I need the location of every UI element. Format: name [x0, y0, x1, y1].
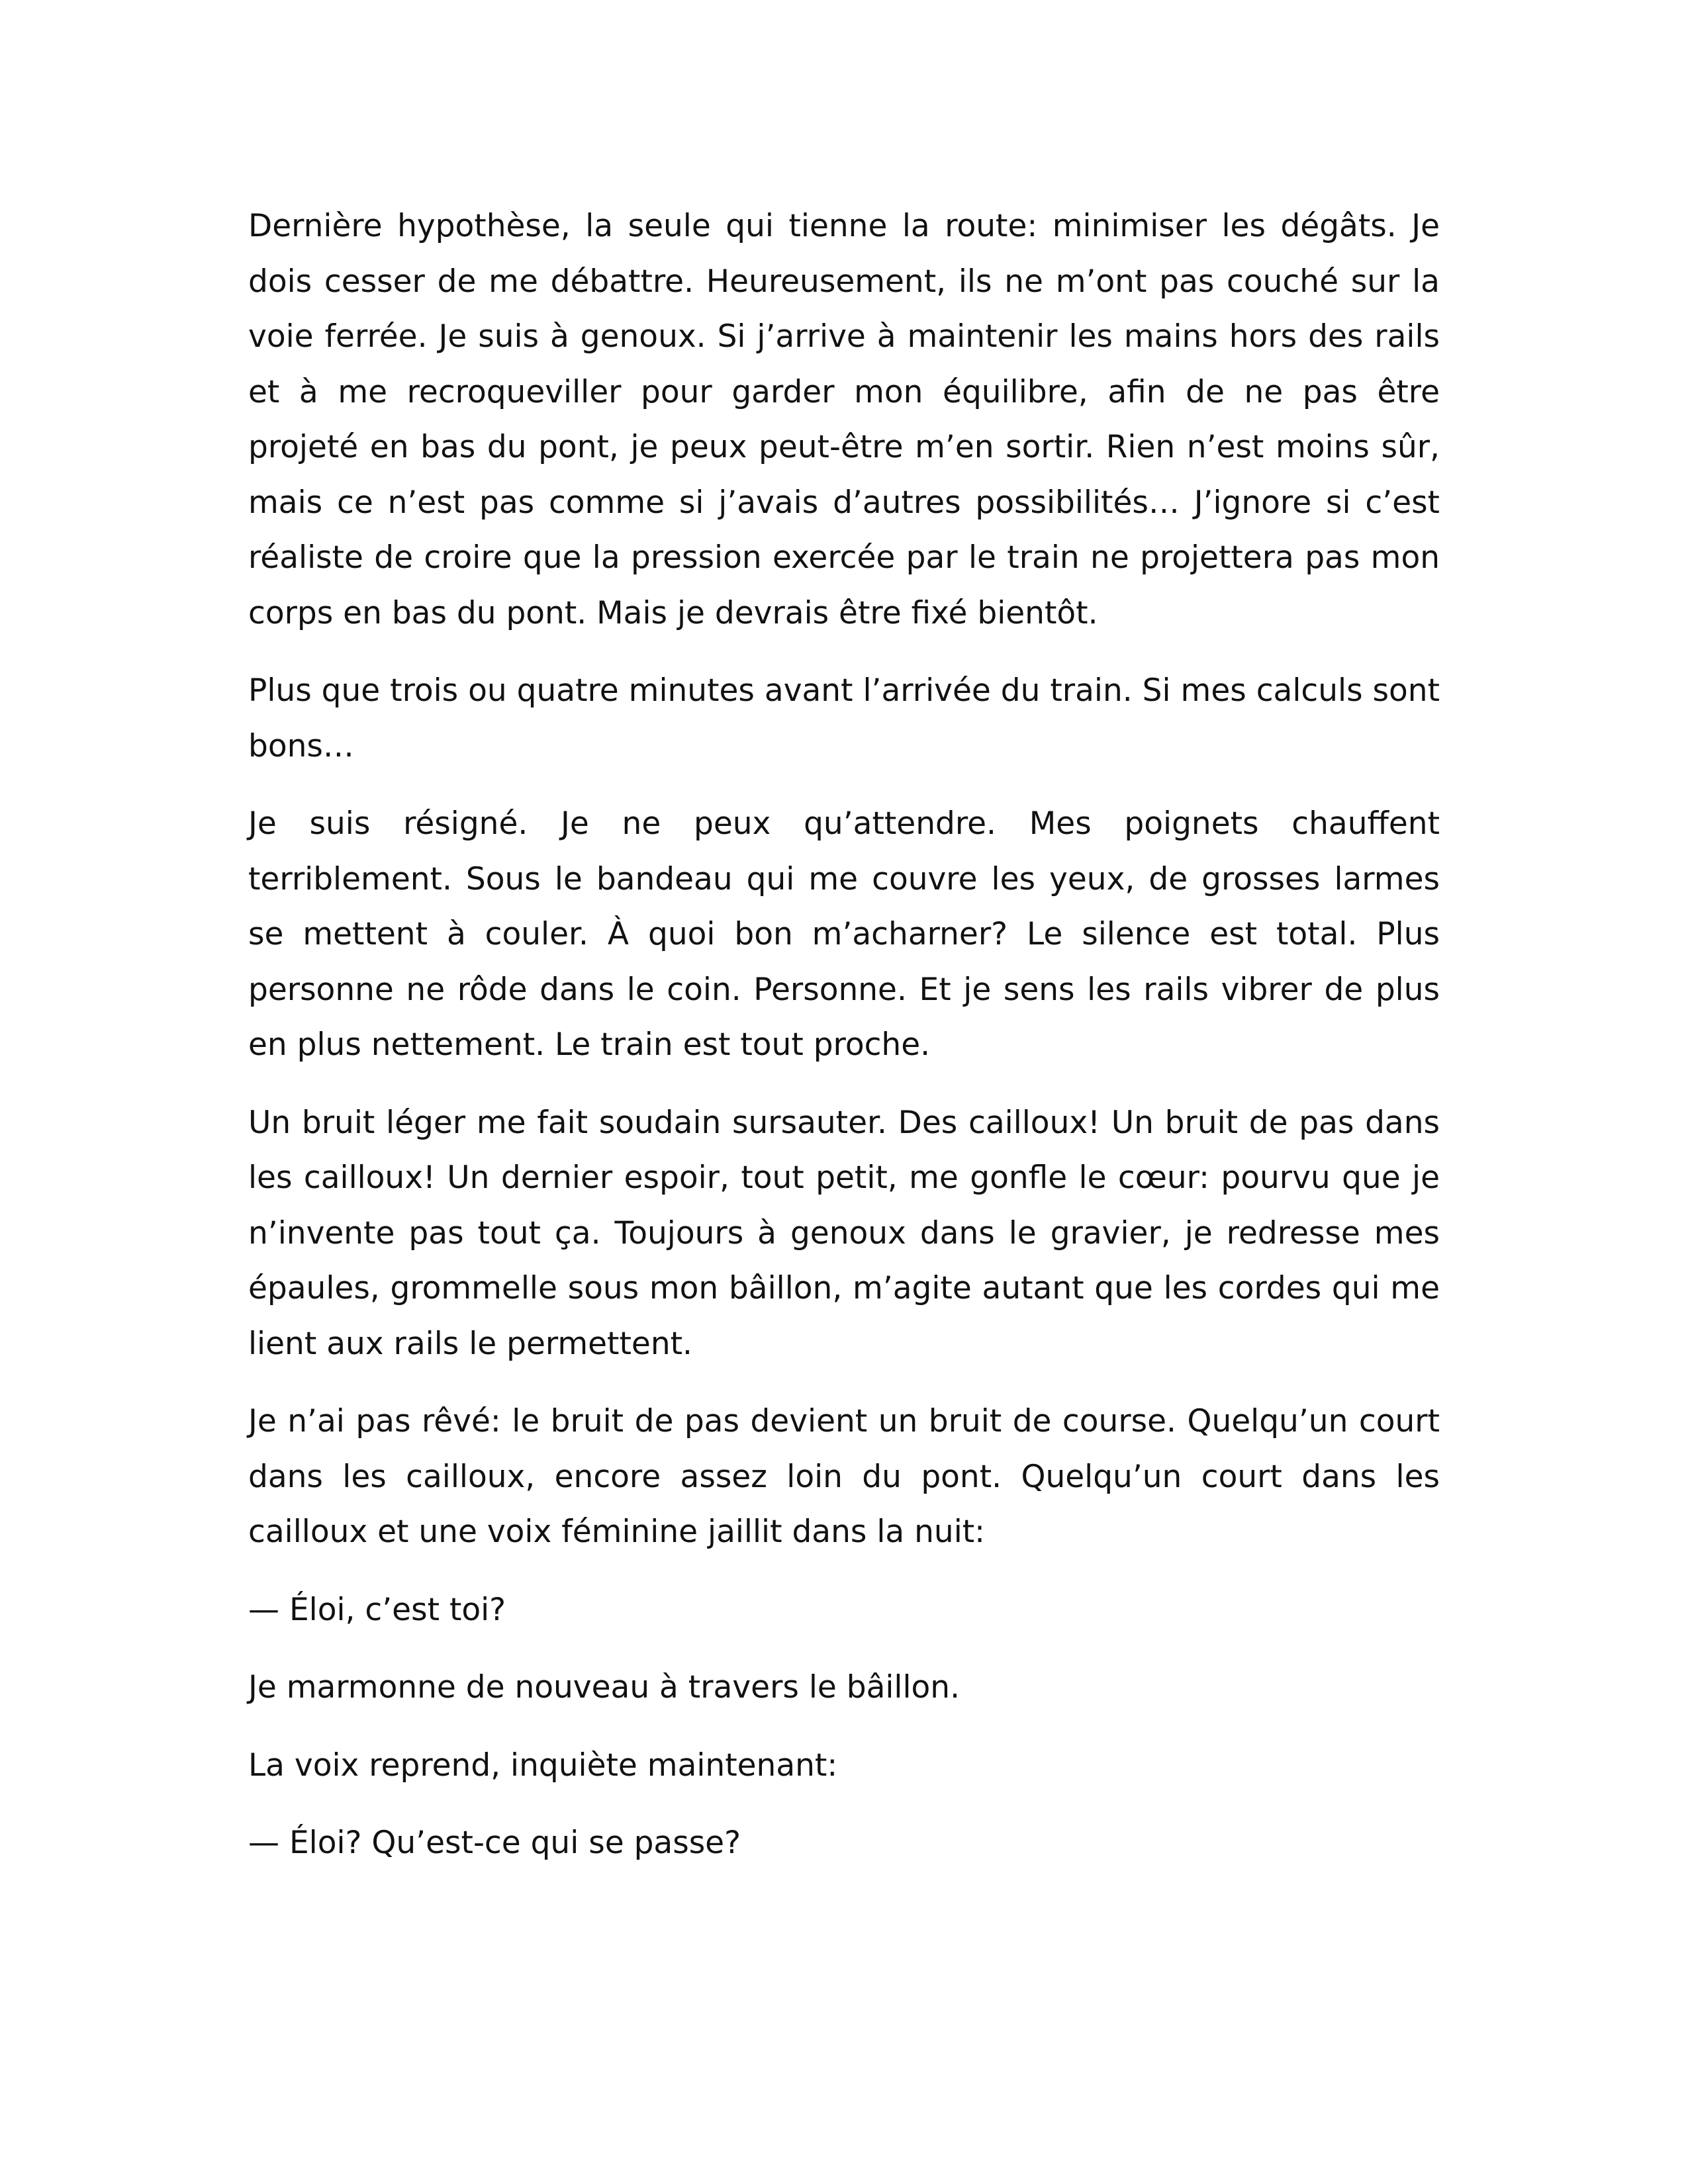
paragraph-1: Dernière hypothèse, la seule qui tienne la route: minimiser les dégâts. Je dois cesser de me débattre. Heureusement, ils ne m’ont pas couché sur la voie ferrée. Je suis à genoux. Si j’arrive à maintenir les mains hors des rails et à me recroqueviller pour garder mon équilibre, afin de ne pas être projeté en bas du pont, je peux peut-être m’en sortir. Rien n’est moins sûr, mais ce n’est pas comme si j’avais d’autres possibilités… J’ignore si c’est réaliste de croire que la pression exercée par le train ne projettera pas mon corps en bas du pont. Mais je devrais être fixé bientôt. — [248, 208, 1440, 631]
paragraph-7: La voix reprend, inquiète maintenant: — [248, 1747, 838, 1784]
paragraph-6: Je marmonne de nouveau à travers le bâillon. — [248, 1669, 961, 1706]
paragraph-4: Un bruit léger me fait soudain sursauter. Des cailloux! Un bruit de pas dans les cailloux! Un dernier espoir, tout petit, me gonfle le cœur: pourvu que je n’invente pas tout ça. Toujours à genoux dans le gravier, je redresse mes épaules, grommelle sous mon bâillon, m’agite autant que les cordes qui me lient aux rails le permettent. — [248, 1104, 1440, 1362]
dialogue-line-2: — Éloi? Qu’est-ce qui se passe? — [248, 1825, 741, 1861]
document-page — [248, 199, 1440, 1893]
paragraph-2: Plus que trois ou quatre minutes avant l’arrivée du train. Si mes calculs sont bons… — [248, 672, 1440, 764]
dialogue-line-1: — Éloi, c’est toi? — [248, 1591, 506, 1628]
paragraph-5: Je n’ai pas rêvé: le bruit de pas devient un bruit de course. Quelqu’un court dans les cailloux, encore assez loin du pont. Quelqu’un court dans les cailloux et une voix féminine jaillit dans la nuit: — [248, 1403, 1440, 1550]
paragraph-3: Je suis résigné. Je ne peux qu’attendre. Mes poignets chauffent terriblement. Sous le bandeau qui me couvre les yeux, de grosses larmes se mettent à couler. À quoi bon m’acharner? Le silence est total. Plus personne ne rôde dans le coin. Personne. Et je sens les rails vibrer de plus en plus nettement. Le train est tout proche. — [248, 805, 1440, 1063]
